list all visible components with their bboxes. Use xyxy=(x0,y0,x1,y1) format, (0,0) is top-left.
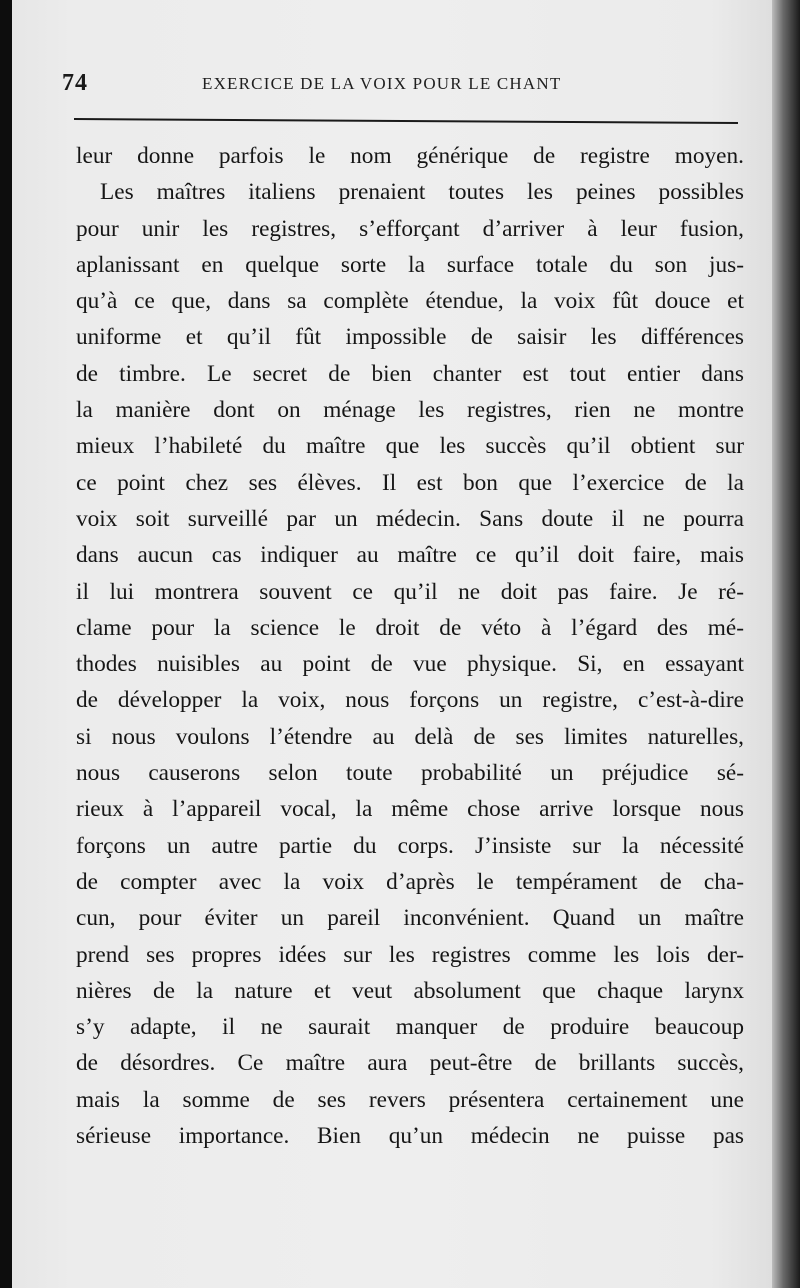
text-line: cun, pour éviter un pareil inconvénient. Quand un maître xyxy=(76,905,744,932)
text-line: de développer la voix, nous forçons un registre, c’est-à-dire xyxy=(76,687,744,714)
body-text xyxy=(76,138,744,1154)
text-line: voix soit surveillé par un médecin. Sans doute il ne pourra xyxy=(76,505,744,532)
text-line: prend ses propres idées sur les registres comme les lois der- xyxy=(76,941,744,968)
text-line: mieux l’habileté du maître que les succès qu’il obtient sur xyxy=(76,433,744,460)
text-line: uniforme et qu’il fût impossible de saisir les différences xyxy=(76,324,744,351)
text-line: pour unir les registres, s’efforçant d’arriver à leur fusion, xyxy=(76,215,744,242)
text-line: de timbre. Le secret de bien chanter est tout entier dans xyxy=(76,360,744,387)
page-edge-shadow xyxy=(772,0,800,1288)
page-number: 74 xyxy=(62,70,88,96)
text-line: nières de la nature et veut absolument que chaque larynx xyxy=(76,977,744,1004)
text-line: thodes nuisibles au point de vue physique. Si, en essayant xyxy=(76,651,744,678)
text-line: de compter avec la voix d’après le tempérament de cha- xyxy=(76,868,744,895)
text-line: ce point chez ses élèves. Il est bon que l’exercice de la xyxy=(76,469,744,496)
text-line: forçons un autre partie du corps. J’insiste sur la nécessité xyxy=(76,832,744,859)
text-line: qu’à ce que, dans sa complète étendue, la voix fût douce et xyxy=(76,288,744,315)
text-line: si nous voulons l’étendre au delà de ses limites naturelles, xyxy=(76,723,744,750)
header-rule xyxy=(74,118,738,124)
text-line: de désordres. Ce maître aura peut-être de brillants succès, xyxy=(76,1050,744,1077)
text-line: sérieuse importance. Bien qu’un médecin ne puisse pas xyxy=(76,1123,744,1150)
text-line: s’y adapte, il ne saurait manquer de produire beaucoup xyxy=(76,1014,744,1041)
text-line: Les maîtres italiens prenaient toutes les peines possibles xyxy=(100,179,744,206)
text-line: aplanissant en quelque sorte la surface totale du son jus- xyxy=(76,251,744,278)
page-header xyxy=(62,70,742,100)
text-line: il lui montrera souvent ce qu’il ne doit pas faire. Je ré- xyxy=(76,578,744,605)
text-line: leur donne parfois le nom générique de registre moyen. xyxy=(76,143,744,169)
book-page xyxy=(12,0,772,1288)
text-line: mais la somme de ses revers présentera certainement une xyxy=(76,1086,744,1113)
text-line: la manière dont on ménage les registres, rien ne montre xyxy=(76,397,744,424)
text-line: dans aucun cas indiquer au maître ce qu’il doit faire, mais xyxy=(76,542,744,569)
text-line: rieux à l’appareil vocal, la même chose arrive lorsque nous xyxy=(76,796,744,823)
text-line: nous causerons selon toute probabilité un préjudice sé- xyxy=(76,760,744,787)
text-line: clame pour la science le droit de véto à l’égard des mé- xyxy=(76,614,744,641)
running-head: EXERCICE DE LA VOIX POUR LE CHANT xyxy=(202,74,562,93)
